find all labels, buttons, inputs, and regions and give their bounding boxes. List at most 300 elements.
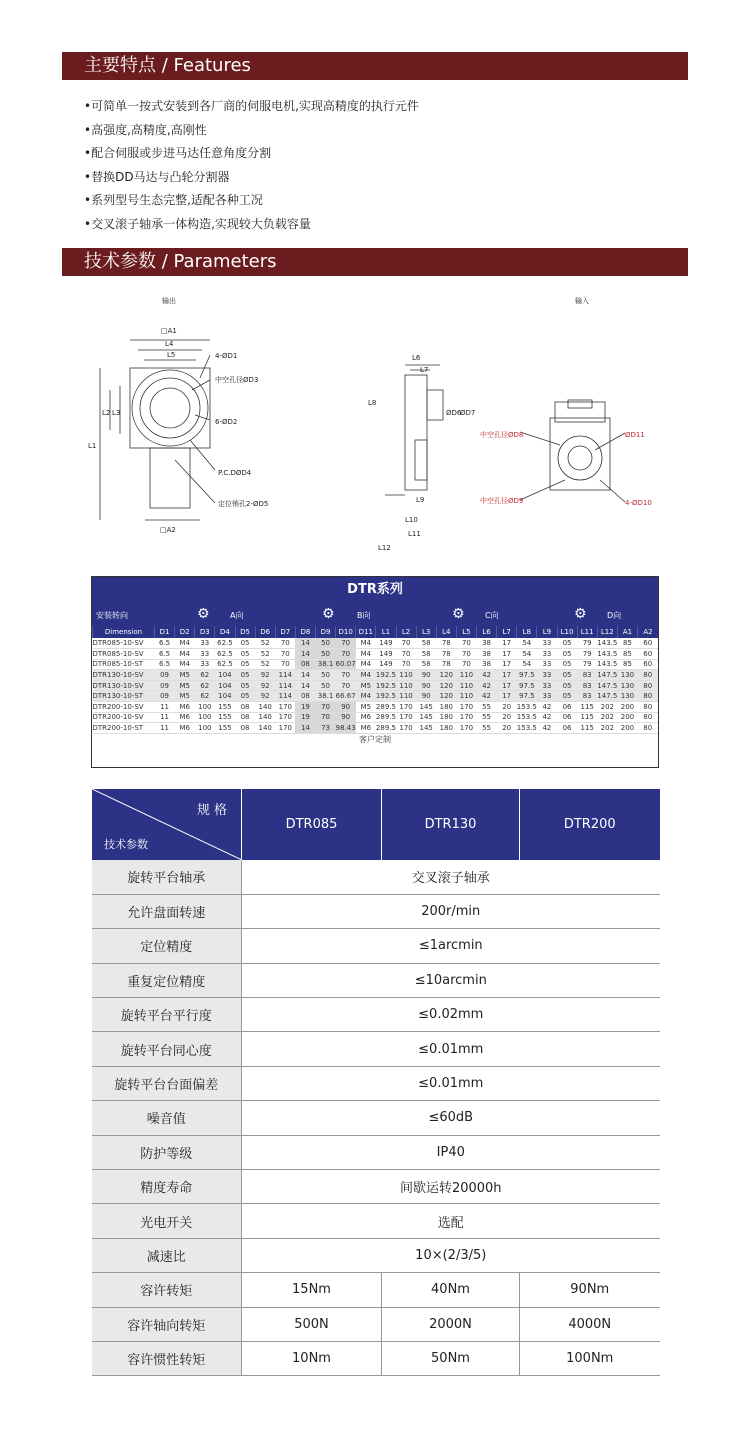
dim-col-header: D4 (215, 626, 235, 638)
spec-value-cell: 2000N (382, 1307, 520, 1341)
dimension-table (92, 626, 658, 734)
dim-cell: 78 (436, 659, 456, 670)
dim-cell: 90 (336, 712, 356, 723)
label-a2: □A2 (160, 526, 176, 534)
dim-cell: 6.5 (155, 649, 175, 660)
dim-cell: 104 (215, 680, 235, 691)
dim-cell: 114 (275, 670, 295, 681)
dim-cell: 05 (557, 638, 577, 649)
dim-cell: 14 (295, 723, 315, 734)
model-header: DTR130 (382, 789, 520, 860)
spec-label-cell: 定位精度 (92, 929, 242, 963)
feature-item: •系列型号生态完整,适配各种工况 (84, 193, 263, 208)
dim-cell: 100 (195, 702, 215, 713)
table-row (92, 929, 660, 963)
table-row (93, 723, 659, 734)
dtr-footer: 客户定制 (359, 734, 391, 744)
dim-cell: 17 (497, 659, 517, 670)
dim-cell: 20 (497, 723, 517, 734)
dim-cell: 170 (275, 702, 295, 713)
dim-col-header: L12 (597, 626, 617, 638)
install-direction-label: 安装转向 (96, 611, 128, 620)
dim-cell: 50 (316, 638, 336, 649)
dim-cell: 70 (275, 649, 295, 660)
dim-cell: 58 (416, 649, 436, 660)
dim-cell: 17 (497, 680, 517, 691)
dim-cell: 14 (295, 638, 315, 649)
spec-label-cell: 精度寿命 (92, 1170, 242, 1204)
dim-cell: DTR130-10-ST (93, 691, 155, 702)
dim-col-header: D5 (235, 626, 255, 638)
dim-cell: 79 (577, 649, 597, 660)
dim-cell: 114 (275, 691, 295, 702)
dim-cell: 110 (396, 670, 416, 681)
dim-cell: 42 (477, 670, 497, 681)
dim-cell: 145 (416, 712, 436, 723)
dim-cell: 100 (195, 712, 215, 723)
dim-cell: 110 (396, 680, 416, 691)
dim-col-header: L10 (557, 626, 577, 638)
dim-cell: 80 (638, 712, 659, 723)
dim-cell: 08 (235, 702, 255, 713)
dim-cell: 80 (638, 723, 659, 734)
spec-value-cell: ≤0.01mm (242, 1032, 660, 1066)
dim-cell: 62.5 (215, 659, 235, 670)
dim-col-header: L9 (537, 626, 557, 638)
dim-cell: 17 (497, 649, 517, 660)
table-row (93, 649, 659, 660)
motor-a-icon: ⚙ (197, 606, 210, 622)
label-l9: L9 (416, 496, 425, 504)
direction-c: C向 (485, 611, 499, 620)
dim-cell: 62 (195, 680, 215, 691)
features-header: 主要特点 / Features (62, 52, 688, 80)
dim-cell: 115 (577, 712, 597, 723)
spec-value-cell: 10×(2/3/5) (242, 1238, 660, 1272)
dim-cell: 170 (396, 702, 416, 713)
dim-cell: 170 (456, 723, 476, 734)
table-row (92, 1101, 660, 1135)
dim-cell: 20 (497, 712, 517, 723)
dim-cell: 05 (557, 659, 577, 670)
dim-cell: 155 (215, 712, 235, 723)
dim-cell: 09 (155, 680, 175, 691)
dim-cell: 42 (537, 702, 557, 713)
table-row (93, 702, 659, 713)
dim-cell: DTR085-10-SV (93, 638, 155, 649)
label-d1: 4-ØD1 (215, 352, 238, 360)
dim-cell: 05 (557, 670, 577, 681)
dim-cell: 70 (275, 638, 295, 649)
dtr-dimension-table (91, 576, 659, 768)
feature-item: •配合伺服或步进马达任意角度分割 (84, 146, 272, 161)
dim-cell: 05 (235, 680, 255, 691)
dim-cell: 289.5 (375, 702, 396, 711)
dim-cell: 33 (195, 649, 215, 660)
table-row (93, 691, 659, 702)
dim-cell: 130 (617, 670, 637, 681)
label-d7: ØD7 (460, 409, 476, 417)
dim-cell: 104 (215, 670, 235, 681)
dim-cell: 33 (537, 691, 557, 702)
dim-cell: 192.5 (375, 692, 396, 701)
dim-cell: 17 (497, 638, 517, 649)
dim-cell: 83 (577, 670, 597, 681)
dim-cell: 08 (235, 723, 255, 734)
dim-cell: 19 (295, 702, 315, 713)
dim-cell: 70 (456, 659, 476, 670)
dim-cell: 140 (255, 723, 275, 734)
dim-cell: 170 (396, 712, 416, 723)
table-row (92, 1135, 660, 1169)
dim-col-header: Dimension (93, 626, 155, 638)
spec-label-cell: 旋转平台轴承 (92, 860, 242, 894)
dim-cell: 14 (295, 649, 315, 660)
table-row (92, 1032, 660, 1066)
dim-cell: 289.5 (375, 713, 396, 722)
dim-col-header: D1 (155, 626, 175, 638)
spec-label-cell: 防护等级 (92, 1135, 242, 1169)
dim-cell: 58 (416, 659, 436, 670)
dim-cell: M4 (175, 649, 195, 660)
label-output: 输出 (162, 297, 176, 305)
direction-a: A向 (230, 611, 244, 620)
dim-cell: 19 (295, 712, 315, 723)
model-header: DTR085 (242, 789, 382, 860)
dim-cell: 78 (436, 649, 456, 660)
dim-cell: 70 (456, 638, 476, 649)
spec-value-cell: 10Nm (242, 1341, 382, 1375)
specs-table (91, 789, 660, 1376)
spec-value-cell: 4000N (520, 1307, 660, 1341)
dim-cell: 38 (477, 659, 497, 670)
dim-cell: 149 (376, 649, 396, 660)
dim-cell: 170 (275, 723, 295, 734)
dim-cell: M4 (356, 691, 376, 702)
dim-cell: 140 (255, 702, 275, 713)
dim-cell: 11 (155, 702, 175, 713)
dim-col-header: A2 (638, 626, 659, 638)
feature-item: •替换DD马达与凸轮分割器 (84, 169, 230, 184)
dim-cell: 170 (456, 712, 476, 723)
dim-cell: M4 (356, 649, 376, 660)
dim-cell: 79 (577, 659, 597, 670)
dim-cell: 180 (436, 702, 456, 713)
dim-cell: 120 (436, 691, 456, 702)
dim-cell: 70 (336, 649, 356, 660)
dim-cell: 06 (557, 712, 577, 723)
spec-label-cell: 旋转平台台面偏差 (92, 1066, 242, 1100)
dim-cell: 90 (416, 680, 436, 691)
spec-label-cell: 光电开关 (92, 1204, 242, 1238)
features-list (84, 95, 419, 237)
dim-cell: 170 (396, 723, 416, 734)
dim-cell: 200 (617, 712, 637, 723)
dim-col-header: L4 (436, 626, 456, 638)
dim-cell: 192.5 (375, 681, 396, 690)
dim-cell: 200 (617, 702, 637, 713)
spec-label-cell: 旋转平台平行度 (92, 998, 242, 1032)
label-l1: L1 (88, 442, 97, 450)
dim-cell: 289.5 (375, 724, 396, 733)
dim-cell: 14 (295, 680, 315, 691)
dim-cell: 83 (577, 680, 597, 691)
motor-d-icon: ⚙ (574, 606, 587, 622)
dim-cell: 149 (376, 659, 396, 670)
dim-cell: 153.5 (516, 702, 537, 711)
dim-cell: 70 (456, 649, 476, 660)
dim-cell: 33 (537, 670, 557, 681)
dim-cell: 09 (155, 670, 175, 681)
table-row (92, 860, 660, 894)
dim-col-header: D3 (195, 626, 215, 638)
dim-col-header: L8 (517, 626, 537, 638)
dim-cell: 85 (617, 638, 637, 649)
dim-cell: M6 (175, 712, 195, 723)
spec-label-cell: 重复定位精度 (92, 963, 242, 997)
dtr-title: DTR系列 (92, 577, 658, 602)
dim-cell: 06 (557, 723, 577, 734)
dim-cell: M6 (356, 712, 376, 723)
dim-cell: 155 (215, 702, 235, 713)
dim-cell: 147.5 (597, 692, 618, 701)
dim-cell: 06 (557, 702, 577, 713)
dim-cell: 120 (436, 670, 456, 681)
dim-cell: 55 (477, 723, 497, 734)
label-l8: L8 (368, 399, 377, 407)
dim-cell: M6 (175, 702, 195, 713)
dim-cell: 60.07 (335, 660, 356, 669)
dim-cell: 52 (255, 659, 275, 670)
label-d6: ØD6 (446, 409, 462, 417)
dim-cell: 110 (456, 691, 476, 702)
dim-cell: 05 (235, 659, 255, 670)
dim-cell: DTR200-10-ST (93, 723, 155, 734)
dim-cell: 33 (537, 649, 557, 660)
table-row (92, 998, 660, 1032)
dim-col-header: A1 (617, 626, 637, 638)
table-row (92, 1341, 660, 1375)
dim-cell: 20 (497, 702, 517, 713)
dim-col-header: L6 (477, 626, 497, 638)
dim-cell: 70 (336, 638, 356, 649)
dim-cell: 05 (557, 649, 577, 660)
dim-cell: 147.5 (597, 671, 618, 680)
dim-cell: 58 (416, 638, 436, 649)
spec-value-cell: 40Nm (382, 1273, 520, 1307)
spec-value-cell: 选配 (242, 1204, 660, 1238)
dim-col-header: D2 (175, 626, 195, 638)
spec-value-cell: ≤1arcmin (242, 929, 660, 963)
dim-cell: M6 (356, 723, 376, 734)
dim-cell: M4 (175, 659, 195, 670)
dim-cell: 80 (638, 691, 659, 702)
dim-col-header: D9 (316, 626, 336, 638)
dim-cell: 149 (376, 638, 396, 649)
table-row (93, 680, 659, 691)
label-d10: 4-ØD10 (625, 499, 652, 507)
dim-cell: 54 (517, 649, 537, 660)
dim-cell: 114 (275, 680, 295, 691)
dim-col-header: D11 (356, 626, 376, 638)
dim-col-header: L7 (497, 626, 517, 638)
spec-value-cell: IP40 (242, 1135, 660, 1169)
dim-cell: 202 (597, 723, 617, 734)
label-l10: L10 (405, 516, 418, 524)
dim-cell: 33 (195, 638, 215, 649)
dim-cell: 79 (577, 638, 597, 649)
dim-cell: 180 (436, 723, 456, 734)
spec-value-cell: ≤10arcmin (242, 963, 660, 997)
dim-cell: 42 (477, 691, 497, 702)
dim-cell: 70 (396, 649, 416, 660)
dim-cell: 202 (597, 702, 617, 713)
dim-cell: 145 (416, 702, 436, 713)
dim-cell: 33 (195, 659, 215, 670)
spec-value-cell: 50Nm (382, 1341, 520, 1375)
dim-cell: 33 (537, 638, 557, 649)
dim-cell: 55 (477, 702, 497, 713)
dim-cell: 120 (436, 680, 456, 691)
dim-col-header: L5 (456, 626, 476, 638)
dim-cell: 110 (456, 670, 476, 681)
dim-cell: 145 (416, 723, 436, 734)
dim-cell: DTR200-10-SV (93, 702, 155, 713)
dim-cell: 80 (638, 680, 659, 691)
label-a1: □A1 (161, 327, 177, 335)
spec-label-cell: 减速比 (92, 1238, 242, 1272)
table-row (93, 670, 659, 681)
dim-cell: 170 (456, 702, 476, 713)
label-l3: L3 (112, 409, 121, 417)
dim-cell: 54 (517, 638, 537, 649)
dim-cell: 115 (577, 723, 597, 734)
dim-cell: 155 (215, 723, 235, 734)
dim-cell: 09 (155, 691, 175, 702)
dim-cell: 42 (537, 723, 557, 734)
dim-col-header: L1 (376, 626, 396, 638)
dim-cell: 90 (336, 702, 356, 713)
dim-cell: 08 (235, 712, 255, 723)
dimension-drawing (60, 290, 690, 560)
spec-label-cell: 噪音值 (92, 1101, 242, 1135)
dim-cell: DTR085-10-SV (93, 649, 155, 660)
dim-cell: M4 (356, 659, 376, 670)
dim-cell: 60 (638, 649, 659, 660)
dim-col-header: D8 (295, 626, 315, 638)
dim-cell: M5 (175, 680, 195, 691)
dim-col-header: D7 (275, 626, 295, 638)
spec-label: 规 格 (196, 803, 227, 818)
dim-cell: 92 (255, 691, 275, 702)
dim-cell: 130 (617, 680, 637, 691)
label-l6: L6 (412, 354, 421, 362)
spec-label-cell: 容许轴向转矩 (92, 1307, 242, 1341)
dim-cell: 33 (537, 680, 557, 691)
spec-value-cell: 90Nm (520, 1273, 660, 1307)
dim-cell: 110 (396, 691, 416, 702)
dim-cell: 55 (477, 712, 497, 723)
spec-label-cell: 旋转平台同心度 (92, 1032, 242, 1066)
dim-cell: 153.5 (516, 713, 537, 722)
dim-cell: 33 (537, 659, 557, 670)
label-d3: 中空孔径ØD3 (215, 376, 259, 384)
dim-cell: 130 (617, 691, 637, 702)
table-row (93, 659, 659, 670)
dim-cell: 90 (416, 670, 436, 681)
dim-cell: 05 (235, 638, 255, 649)
dim-cell: 17 (497, 691, 517, 702)
dim-cell: 143.5 (597, 639, 618, 648)
label-d9: 中空孔径ØD9 (480, 497, 524, 505)
dim-cell: 180 (436, 712, 456, 723)
dim-cell: 70 (336, 680, 356, 691)
dim-cell: 11 (155, 723, 175, 734)
label-l4: L4 (165, 340, 174, 348)
spec-corner-cell (92, 789, 242, 860)
dim-cell: 98.43 (335, 724, 356, 733)
label-d5: 定位销孔2-ØD5 (218, 500, 269, 508)
dim-cell: M5 (356, 702, 376, 713)
table-row (92, 1066, 660, 1100)
table-row (93, 638, 659, 649)
dim-cell: 60 (638, 659, 659, 670)
label-l12: L12 (378, 544, 391, 552)
dim-cell: 153.5 (516, 724, 537, 733)
parameters-header: 技术参数 / Parameters (62, 248, 688, 276)
label-l7: L7 (420, 366, 429, 374)
dim-cell: 62.5 (215, 638, 235, 649)
dim-cell: M4 (175, 638, 195, 649)
dim-cell: 115 (577, 702, 597, 713)
dim-cell: 200 (617, 723, 637, 734)
dim-cell: 143.5 (597, 649, 618, 658)
dim-cell: 17 (497, 670, 517, 681)
param-label: 技术参数 (104, 838, 148, 851)
dim-cell: 78 (436, 638, 456, 649)
dim-cell: 52 (255, 638, 275, 649)
dim-col-header: D10 (336, 626, 356, 638)
dim-cell: M4 (356, 670, 376, 681)
dim-cell: 170 (275, 712, 295, 723)
spec-value-cell: 15Nm (242, 1273, 382, 1307)
dim-cell: 97.5 (517, 680, 537, 691)
label-l5: L5 (167, 351, 176, 359)
dim-col-header: D6 (255, 626, 275, 638)
spec-value-cell: 交叉滚子轴承 (242, 860, 660, 894)
feature-item: •交叉滚子轴承一体构造,实现较大负载容量 (84, 216, 311, 231)
dim-cell: M5 (175, 670, 195, 681)
feature-item: •高强度,高精度,高刚性 (84, 122, 207, 137)
dim-cell: DTR130-10-SV (93, 670, 155, 681)
dim-cell: 08 (295, 691, 315, 702)
table-row (92, 1238, 660, 1272)
dim-cell: 60 (638, 638, 659, 649)
dim-cell: 143.5 (597, 660, 618, 669)
dim-cell: 11 (155, 712, 175, 723)
dim-cell: M6 (175, 723, 195, 734)
dim-col-header: L11 (577, 626, 597, 638)
dim-cell: 6.5 (155, 659, 175, 670)
dim-cell: 52 (255, 649, 275, 660)
dim-cell: 80 (638, 670, 659, 681)
dim-cell: 66.67 (335, 692, 356, 701)
label-l2: L2 (102, 409, 111, 417)
table-row (92, 894, 660, 928)
dim-cell: 140 (255, 712, 275, 723)
model-header: DTR200 (520, 789, 660, 860)
spec-value-cell: ≤0.02mm (242, 998, 660, 1032)
